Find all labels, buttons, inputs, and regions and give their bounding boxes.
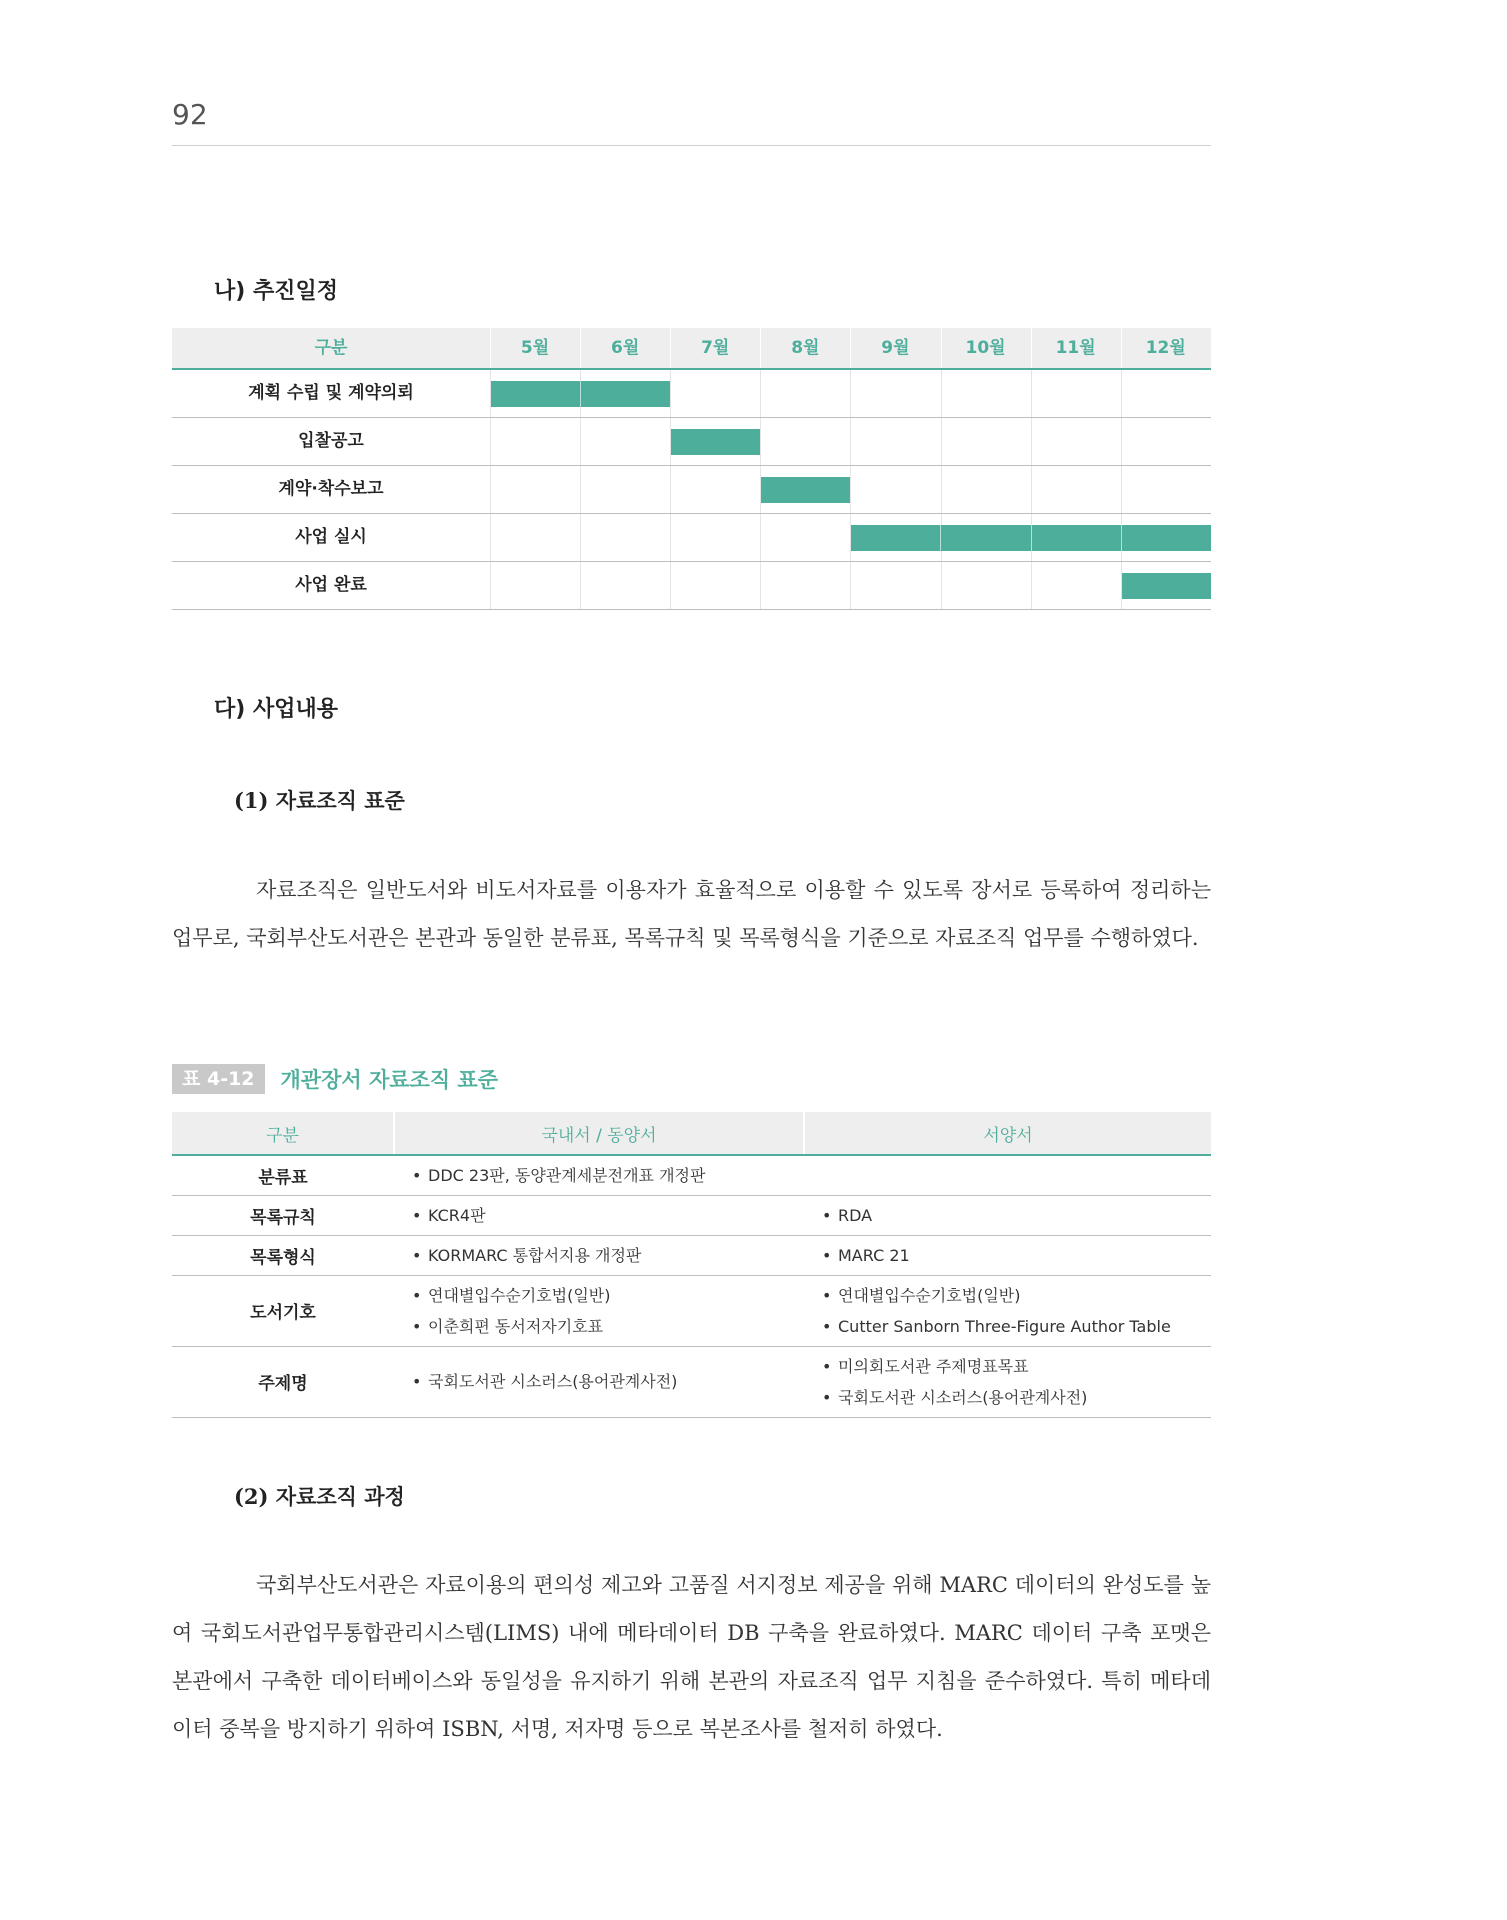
table-title: 개관장서 자료조직 표준 xyxy=(280,1068,498,1092)
western-cell xyxy=(804,1155,1211,1195)
schedule-gantt-table xyxy=(172,328,1211,610)
domestic-cell xyxy=(394,1346,804,1417)
gantt-grid-line xyxy=(850,466,851,513)
header-divider xyxy=(172,145,1211,146)
table-row xyxy=(172,1235,1211,1275)
gantt-header-separator xyxy=(1121,328,1122,368)
gantt-grid-line xyxy=(1031,418,1032,465)
gantt-grid-line xyxy=(580,514,581,561)
gantt-header-separator xyxy=(760,328,761,368)
gantt-grid-line xyxy=(580,466,581,513)
bullet-item: • KCR4판 xyxy=(412,1200,803,1231)
gantt-header-month: 8월 xyxy=(791,338,820,358)
gantt-header-separator xyxy=(941,328,942,368)
gantt-grid-line xyxy=(670,514,671,561)
bullet-item: • 국회도서관 시소러스(용어관계사전) xyxy=(822,1382,1210,1413)
category-cell: 목록형식 xyxy=(172,1235,394,1275)
gantt-bar xyxy=(491,381,670,407)
gantt-grid-line xyxy=(490,562,491,609)
gantt-grid-line xyxy=(1121,466,1122,513)
category-cell: 도서기호 xyxy=(172,1275,394,1346)
gantt-header-row xyxy=(172,328,1211,370)
gantt-header-separator xyxy=(490,328,491,368)
bullet-item: • 연대별입수순기호법(일반) xyxy=(822,1280,1210,1311)
gantt-header-month: 5월 xyxy=(520,338,550,358)
western-cell xyxy=(804,1275,1211,1346)
table-row xyxy=(172,1155,1211,1195)
gantt-bar xyxy=(671,429,760,455)
domestic-cell xyxy=(394,1195,804,1235)
gantt-grid-line xyxy=(490,514,491,561)
bullet-item: • RDA xyxy=(822,1200,1210,1231)
gantt-row xyxy=(172,370,1211,418)
gantt-grid-line xyxy=(490,466,491,513)
gantt-grid-line xyxy=(850,370,851,417)
gantt-grid-line xyxy=(1031,466,1032,513)
schedule-heading: 나) 추진일정 xyxy=(214,279,338,304)
gantt-row xyxy=(172,466,1211,514)
table-row xyxy=(172,1275,1211,1346)
category-cell: 주제명 xyxy=(172,1346,394,1417)
gantt-header-month: 11월 xyxy=(1055,338,1096,358)
gantt-grid-line xyxy=(760,370,761,417)
gantt-body xyxy=(172,370,1211,610)
gantt-row xyxy=(172,514,1211,562)
gantt-grid-line xyxy=(580,418,581,465)
gantt-grid-line xyxy=(490,418,491,465)
bullet-item: • 국회도서관 시소러스(용어관계사전) xyxy=(412,1366,803,1397)
gantt-bar-divider xyxy=(1031,525,1032,551)
content-heading: 다) 사업내용 xyxy=(214,697,338,722)
gantt-row-label: 사업 실시 xyxy=(295,527,367,547)
gantt-grid-line xyxy=(670,562,671,609)
section1-title: (1) 자료조직 표준 xyxy=(234,788,405,813)
gantt-grid-line xyxy=(760,514,761,561)
category-cell: 목록규칙 xyxy=(172,1195,394,1235)
gantt-grid-line xyxy=(850,418,851,465)
gantt-header-category: 구분 xyxy=(314,338,348,358)
column-header: 국내서 / 동양서 xyxy=(394,1112,804,1155)
gantt-header-month: 6월 xyxy=(611,338,640,358)
gantt-header-separator xyxy=(580,328,581,368)
gantt-grid-line xyxy=(760,418,761,465)
gantt-grid-line xyxy=(1121,418,1122,465)
standards-table-header xyxy=(172,1112,1211,1155)
page-number: 92 xyxy=(172,98,208,131)
gantt-grid-line xyxy=(670,370,671,417)
gantt-row-label: 계약·착수보고 xyxy=(278,479,384,499)
section1-paragraph xyxy=(172,866,1211,962)
table-number-badge: 표 4-12 xyxy=(172,1064,265,1094)
gantt-bar xyxy=(1122,573,1211,599)
bullet-item: • 이춘희편 동서저자기호표 xyxy=(412,1311,803,1342)
section2-paragraph-text: 국회부산도서관은 자료이용의 편의성 제고와 고품질 서지정보 제공을 위해 MARC 데이터의 완성도를 높여 국회도서관업무통합관리시스템(LIMS) 내에 메타데이터 DB 구축을 완료하였다. MARC 데이터 구축 포맷은 본관에서 구축한 데이터베이스와 동일성을 유지하기 위해 본관의 자료조직 업무 지침을 준수하였다. 특히 메타데이터 중복을 방지하기 위하여 ISBN, 서명, 저자명 등으로 복본조사를 철저히 하였다. xyxy=(172,1573,1211,1741)
table-row xyxy=(172,1195,1211,1235)
gantt-row xyxy=(172,562,1211,610)
gantt-grid-line xyxy=(670,466,671,513)
gantt-header-month: 12월 xyxy=(1145,338,1186,358)
gantt-bar-divider xyxy=(1121,525,1122,551)
standards-table-body xyxy=(172,1155,1211,1417)
table-caption xyxy=(172,1064,498,1094)
western-cell xyxy=(804,1235,1211,1275)
gantt-header-separator xyxy=(670,328,671,368)
section2-paragraph xyxy=(172,1561,1211,1753)
table-row xyxy=(172,1346,1211,1417)
bullet-item: • 연대별입수순기호법(일반) xyxy=(412,1280,803,1311)
gantt-grid-line xyxy=(941,370,942,417)
gantt-row-label: 계획 수립 및 계약의뢰 xyxy=(248,383,414,403)
gantt-bar-divider xyxy=(940,525,941,551)
gantt-header-month: 9월 xyxy=(881,338,910,358)
gantt-grid-line xyxy=(760,562,761,609)
gantt-grid-line xyxy=(1121,370,1122,417)
bullet-item: • DDC 23판, 동양관계세분전개표 개정판 xyxy=(412,1160,803,1191)
gantt-row xyxy=(172,418,1211,466)
gantt-grid-line xyxy=(1031,370,1032,417)
gantt-header-separator xyxy=(1031,328,1032,368)
section1-paragraph-text: 자료조직은 일반도서와 비도서자료를 이용자가 효율적으로 이용할 수 있도록 장서로 등록하여 정리하는 업무로, 국회부산도서관은 본관과 동일한 분류표, 목록규칙 및 목록형식을 기준으로 자료조직 업무를 수행하였다. xyxy=(172,878,1211,950)
domestic-cell xyxy=(394,1235,804,1275)
western-cell xyxy=(804,1346,1211,1417)
category-cell: 분류표 xyxy=(172,1155,394,1195)
gantt-grid-line xyxy=(580,562,581,609)
gantt-grid-line xyxy=(941,418,942,465)
bullet-item: • Cutter Sanborn Three-Figure Author Table xyxy=(822,1311,1210,1342)
gantt-grid-line xyxy=(1031,562,1032,609)
gantt-grid-line xyxy=(850,562,851,609)
gantt-header-month: 10월 xyxy=(965,338,1006,358)
gantt-grid-line xyxy=(941,562,942,609)
bullet-item: • 미의회도서관 주제명표목표 xyxy=(822,1351,1210,1382)
gantt-bar xyxy=(851,525,1210,551)
gantt-bar-divider xyxy=(580,381,581,407)
western-cell xyxy=(804,1195,1211,1235)
domestic-cell xyxy=(394,1155,804,1195)
column-header: 서양서 xyxy=(804,1112,1211,1155)
gantt-grid-line xyxy=(941,466,942,513)
gantt-row-label: 입찰공고 xyxy=(298,431,364,451)
gantt-header-month: 7월 xyxy=(701,338,730,358)
column-header: 구분 xyxy=(172,1112,394,1155)
bullet-item: • KORMARC 통합서지용 개정판 xyxy=(412,1240,803,1271)
bullet-item: • MARC 21 xyxy=(822,1240,1210,1271)
gantt-bar xyxy=(761,477,850,503)
gantt-header-separator xyxy=(850,328,851,368)
section2-title: (2) 자료조직 과정 xyxy=(234,1484,405,1509)
domestic-cell xyxy=(394,1275,804,1346)
standards-table xyxy=(172,1112,1211,1418)
gantt-row-label: 사업 완료 xyxy=(295,575,367,595)
